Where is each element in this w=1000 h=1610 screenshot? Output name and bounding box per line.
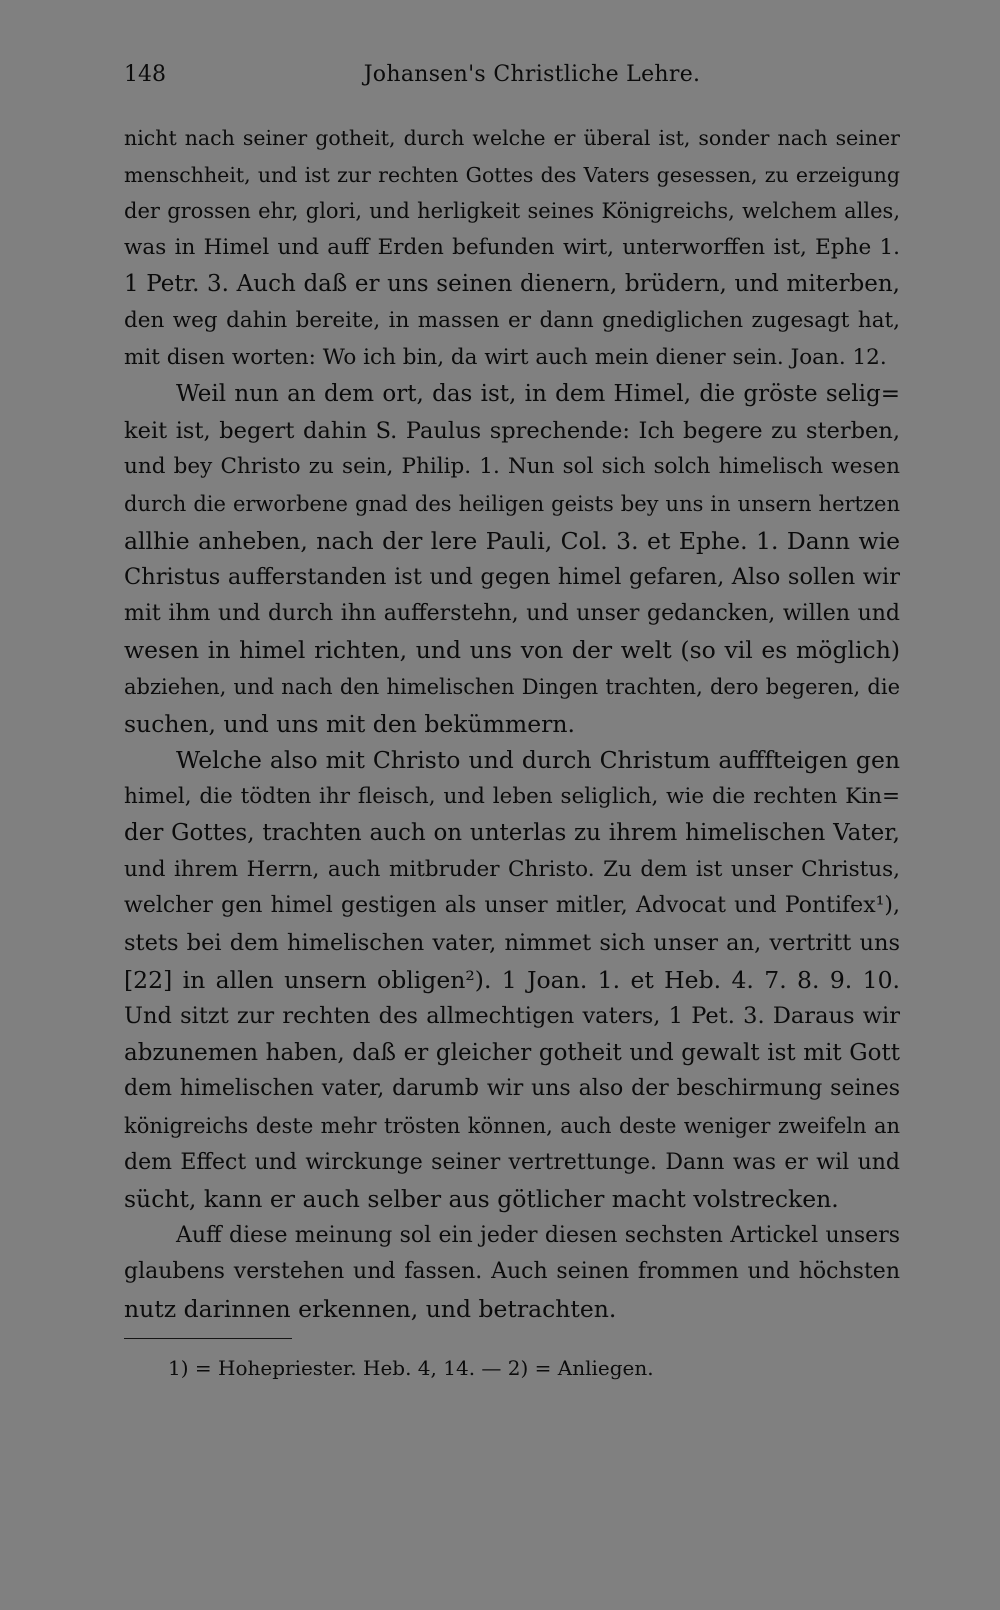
text-line: nutz darinnen erkennen, und betrachten. [124, 1295, 617, 1323]
text-line: allhie anheben, nach der lere Pauli, Col. 3. et Ephe. 1. Dann wie [124, 526, 900, 555]
text-line: wesen in himel richten, und uns von der welt (so vil es möglich) [124, 636, 900, 665]
text-line: Christus aufferstanden ist und gegen himel gefaren, Also sollen wir [124, 564, 900, 591]
page-header [124, 62, 900, 96]
page-number: 148 [124, 62, 166, 87]
text-line: der Gottes, trachten auch on unterlas zu ihrem himelischen Vater, [124, 820, 900, 847]
text-line: dem himelischen vater, darumb wir uns also der beschirmung seines [124, 1076, 900, 1102]
text-line: den weg dahin bereite, in massen er dann gnediglichen zugesagt hat, [124, 307, 900, 333]
text-line: Welche also mit Christo und durch Christum aufffteigen gen [176, 746, 900, 775]
text-line: glaubens verstehen und fassen. Auch seinen frommen und höchsten [124, 1259, 900, 1285]
body-text [124, 120, 900, 1328]
text-line: Weil nun an dem ort, das ist, in dem Himel, die gröste selig= [176, 381, 900, 408]
text-line: mit ihm und durch ihn aufferstehn, und unser gedancken, willen und [124, 600, 900, 626]
text-line: menschheit, und ist zur rechten Gottes des Vaters gesessen, zu erzeigung [124, 162, 900, 187]
text-line: königreichs deste mehr trösten können, auch deste weniger zweifeln an [124, 1114, 900, 1139]
text-line: keit ist, begert dahin S. Paulus sprechende: Ich begere zu sterben, [124, 417, 900, 444]
text-line: himel, die tödten ihr fleisch, und leben seliglich, wie die rechten Kin= [124, 783, 900, 809]
text-line: welcher gen himel gestigen als unser mitler, Advocat und Pontifex¹), [124, 893, 900, 919]
running-head: Johansen's Christliche Lehre. [363, 62, 701, 87]
text-line: durch die erworbene gnad des heiligen geists bey uns in unsern hertzen [124, 491, 900, 516]
text-line: sücht, kann er auch selber aus götlicher macht volstrecken. [124, 1185, 839, 1214]
text-line: [22] in allen unsern obligen²). 1 Joan. 1. et Heb. 4. 7. 8. 9. 10. [124, 965, 900, 994]
text-line: abzunemen haben, daß er gleicher gotheit und gewalt ist mit Gott [124, 1039, 900, 1066]
text-line: dem Effect und wirckunge seiner vertrettunge. Dann was er wil und [124, 1149, 900, 1175]
text-line: Auff diese meinung sol ein jeder diesen sechsten Artickel unsers [176, 1222, 900, 1248]
text-line: und ihrem Herrn, auch mitbruder Christo. Zu dem ist unser Christus, [124, 856, 900, 882]
text-line: was in Himel und auff Erden befunden wirt, unterworffen ist, Ephe 1. [124, 234, 900, 260]
text-line: 1 Petr. 3. Auch daß er uns seinen dienern, brüdern, und miterben, [124, 271, 900, 298]
footnote: 1) = Hohepriester. Heb. 4, 14. — 2) = Anliegen. [168, 1356, 654, 1380]
text-line: mit disen worten: Wo ich bin, da wirt auch mein diener sein. Joan. 12. [124, 344, 887, 370]
text-line: suchen, und uns mit den bekümmern. [124, 709, 575, 738]
text-line: der grossen ehr, glori, und herligkeit seines Königreichs, welchem alles, [124, 199, 900, 224]
text-line: Und sitzt zur rechten des allmechtigen vaters, 1 Pet. 3. Daraus wir [124, 1003, 900, 1030]
text-line: abziehen, und nach den himelischen Dingen trachten, dero begeren, die [124, 674, 900, 699]
footnote-divider [124, 1338, 292, 1339]
text-line: nicht nach seiner gotheit, durch welche er überal ist, sonder nach seiner [124, 126, 900, 150]
text-line: stets bei dem himelischen vater, nimmet sich unser an, vertritt uns [124, 930, 900, 957]
text-line: und bey Christo zu sein, Philip. 1. Nun sol sich solch himelisch wesen [124, 454, 900, 480]
